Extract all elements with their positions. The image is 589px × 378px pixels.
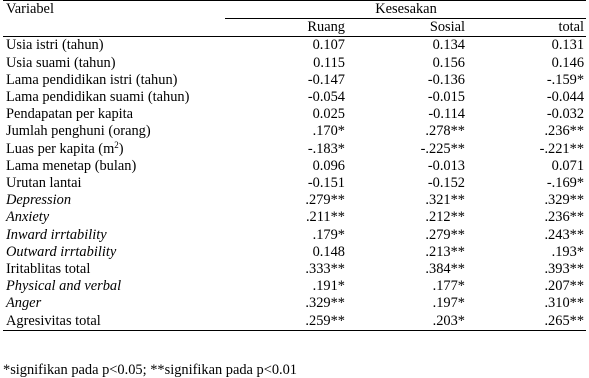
sosial-value: .197* [432,295,465,312]
variable-label-text: Physical and verbal [6,278,122,295]
sosial-value: .213** [425,243,465,260]
variable-label [3,158,225,175]
ruang-column-header: Ruang [225,19,347,37]
ruang-value: .279** [305,192,345,209]
variable-label-text: Agresivitas total [6,312,101,329]
ruang-value: 0.096 [312,157,345,174]
table-row [3,209,586,226]
ruang-value: 0.148 [312,243,345,260]
superscript: 2 [114,139,119,150]
ruang-value: -0.054 [307,89,345,106]
variable-label-text: Jumlah penghuni (orang) [6,123,151,140]
total-column-header: total [467,19,586,37]
sosial-value: .279** [425,226,465,243]
total-value: .329** [544,192,585,209]
total-value: -0.044 [546,89,585,106]
ruang-value: 0.107 [312,37,345,54]
variable-label [3,244,225,261]
variable-label [3,175,225,192]
sosial-value: -0.013 [427,157,465,174]
sosial-value: .321** [425,192,465,209]
ruang-value: .179* [312,226,345,243]
ruang-value: -.183* [307,140,345,157]
variable-label [3,89,225,106]
variable-label-text: Usia istri (tahun) [6,37,104,54]
ruang-value: .170* [312,123,345,140]
total-value: -0.032 [546,106,585,123]
variable-column-header: Variabel [3,1,225,19]
ruang-value: .333** [305,261,345,278]
variable-label [3,72,225,89]
sosial-value: 0.134 [432,37,465,54]
table-row [3,244,586,261]
variable-label-text: Inward irrtability [6,226,107,243]
total-value: .310** [544,295,585,312]
total-value: 0.131 [551,37,585,54]
ruang-value: 0.115 [313,54,345,71]
variable-label-text: Lama pendidikan suami (tahun) [6,89,190,106]
variable-label [3,278,225,295]
table-subheader-row [3,19,586,37]
variable-label [3,209,225,226]
table-row [3,55,586,72]
sosial-value: 0.156 [432,54,465,71]
table-row [3,158,586,175]
total-value: 0.146 [551,54,585,71]
table-row [3,175,586,192]
sosial-value: -0.152 [427,175,465,192]
variable-label-text: Anger [6,295,42,312]
table-row [3,72,586,89]
sosial-value: .278** [425,123,465,140]
variable-label [3,37,225,55]
total-value: .207** [544,278,585,295]
sosial-value: -.225** [420,140,465,157]
table-row [3,261,586,278]
variable-label-text: Lama menetap (bulan) [6,157,137,174]
total-value: .236** [544,123,585,140]
ruang-value: 0.025 [312,106,345,123]
empty-header-cell [3,19,225,37]
variable-label-text: Pendapatan per kapita [6,106,134,123]
ruang-value: .211** [305,209,345,226]
sosial-value: .203* [347,313,467,331]
table-footnote: *signifikan pada p<0.05; **signifikan pada p<0.01 [3,362,298,378]
ruang-value: -0.147 [307,71,345,88]
variable-label [3,55,225,72]
table-row [3,106,586,123]
table-row [3,313,586,331]
table-row [3,89,586,106]
variable-label-text: Luas per kapita (m [6,140,115,157]
table-row [3,227,586,244]
sosial-value: .177* [432,278,465,295]
variable-label-text: Depression [6,192,72,209]
kesesakan-group-header: Kesesakan [225,1,586,19]
table-body [3,37,586,330]
variable-label [3,106,225,123]
total-value: .243** [544,226,585,243]
total-value: .265** [467,313,586,331]
sosial-value: .384** [425,261,465,278]
table-row [3,141,586,158]
sosial-column-header: Sosial [347,19,467,37]
variable-label-text: Usia suami (tahun) [6,54,116,71]
variable-label [3,313,225,331]
variable-label [3,227,225,244]
table-row [3,192,586,209]
variable-label [3,261,225,278]
total-value: -.169* [546,175,585,192]
sosial-value: -0.136 [427,71,465,88]
table-header-row [3,1,586,19]
ruang-value: .329** [305,295,345,312]
variable-label-text: Lama pendidikan istri (tahun) [6,71,178,88]
variable-label [3,192,225,209]
table-row [3,295,586,312]
sosial-value: -0.015 [427,89,465,106]
ruang-value: -0.151 [307,175,345,192]
total-value: .393** [544,261,585,278]
sosial-value: -0.114 [428,106,465,123]
variable-label-text: Urutan lantai [6,175,82,192]
ruang-value: .191* [312,278,345,295]
table-row [3,123,586,140]
variable-label [3,141,225,158]
variable-label [3,123,225,140]
total-value: -.221** [539,140,585,157]
total-value: .236** [544,209,585,226]
table-row [3,278,586,295]
variable-label-text: Outward irrtability [6,243,117,260]
variable-label-text: Iritablitas total [6,261,91,278]
total-value: .193* [551,243,585,260]
total-value: -.159* [546,71,585,88]
correlation-table [3,0,586,331]
variable-label [3,295,225,312]
label-suffix: ) [118,140,124,157]
total-value: 0.071 [551,157,585,174]
variable-label-text: Anxiety [6,209,50,226]
sosial-value: .212** [425,209,465,226]
ruang-value: .259** [225,313,347,331]
table-row [3,37,586,55]
